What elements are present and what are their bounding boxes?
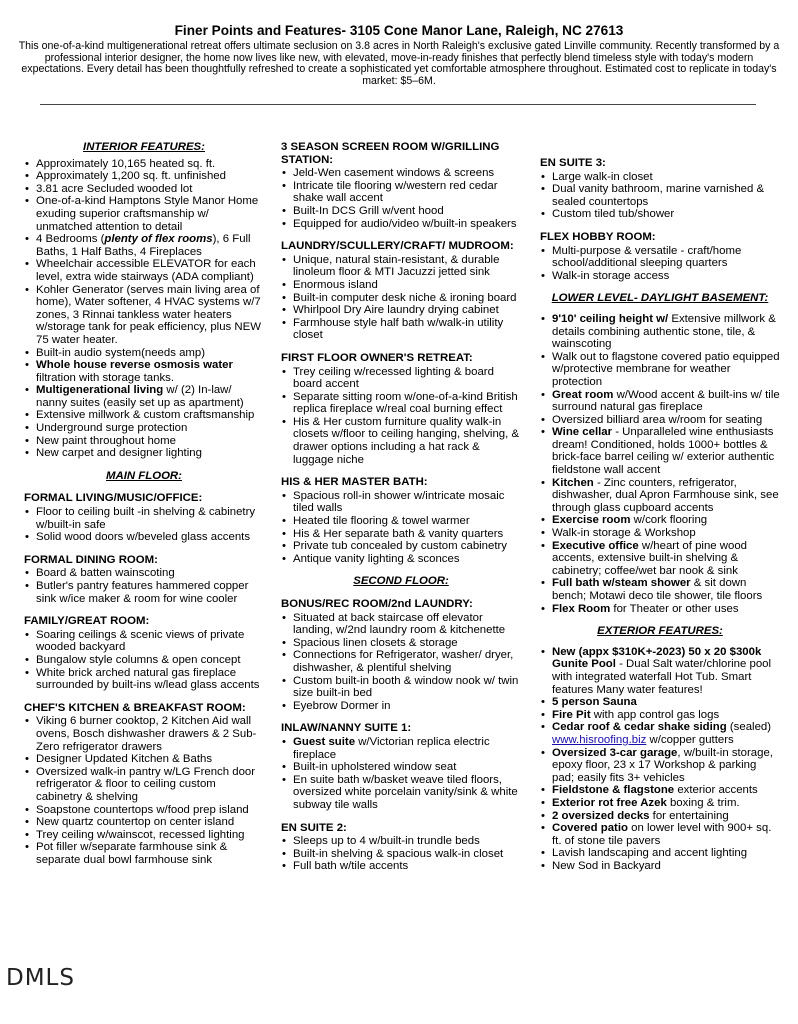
section-heading: FORMAL LIVING/MUSIC/OFFICE:: [24, 492, 203, 505]
list-item: [24, 841, 264, 866]
item-text: Private tub concealed by custom cabinetry: [293, 540, 508, 553]
list-item: [24, 531, 264, 544]
section-heading: LAUNDRY/SCULLERY/CRAFT/ MUDROOM:: [281, 240, 514, 253]
item-text: Connections for Refrigerator, washer/ dryer, dishwasher, & plentiful shelving: [293, 649, 514, 674]
list-item: [281, 637, 521, 650]
list-item: [540, 270, 780, 283]
list-item: [540, 183, 780, 208]
feature-list: [281, 167, 521, 230]
item-text: Situated at back staircase off elevator landing, w/2nd laundry room & kitchenette: [293, 611, 506, 637]
item-text: 3.81 acre Secluded wooded lot: [36, 182, 193, 195]
feature-list: [281, 254, 521, 342]
item-text: New Sod in Backyard: [552, 859, 661, 872]
section-heading: BONUS/REC ROOM/2nd LAUNDRY:: [281, 598, 473, 610]
list-item: [281, 292, 521, 305]
list-item: [281, 317, 521, 342]
item-text: Designer Updated Kitchen & Baths: [36, 753, 213, 766]
feature-list: [540, 313, 780, 615]
item-text: Walk out to flagstone covered patio equipped w/protective membrane for weather protection: [552, 350, 780, 388]
list-item: [540, 245, 780, 270]
list-item: [24, 384, 264, 409]
feature-list: [281, 366, 521, 467]
item-text: Underground surge protection: [36, 422, 188, 435]
item-text: Separate sitting room w/one-of-a-kind British replica fireplace w/real coal burning effect: [293, 390, 518, 416]
feature-list: [540, 245, 780, 283]
feature-list: [281, 736, 521, 812]
feature-list: [24, 506, 264, 544]
feature-list: [24, 567, 264, 605]
section-heading: EN SUITE 3:: [540, 157, 606, 169]
list-item: [540, 696, 780, 709]
list-item: [540, 171, 780, 184]
list-item: [24, 347, 264, 360]
list-item: [24, 170, 264, 183]
section-heading: FAMILY/GREAT ROOM:: [24, 615, 150, 628]
feature-section: [281, 722, 521, 811]
feature-section: [281, 822, 521, 873]
item-rest: w/cork flooring: [630, 514, 708, 527]
item-text: Built-in computer desk niche & ironing board: [293, 291, 517, 304]
item-text: Built-in shelving & spacious walk-in closet: [293, 847, 504, 860]
feature-section: [281, 352, 521, 466]
feature-section: [24, 470, 264, 483]
item-text: New paint throughout home: [36, 434, 176, 447]
list-item: [24, 766, 264, 804]
item-text: Eyebrow Dormer in: [293, 699, 391, 712]
list-item: [281, 391, 521, 416]
list-item: [281, 515, 521, 528]
item-bold: 9'10' ceiling height w/: [552, 312, 669, 325]
list-item: [540, 860, 780, 873]
intro-paragraph: This one-of-a-kind multigenerational retreat offers ultimate seclusion on 3.8 acres in North Raleigh's exclusive gated Linville community. Recently transformed by a professional interior designer, the home now lives like new, with elevated, move-in-ready finishes that perfectly blend timeless style with today's modern expectations. Every detail has been thoughtfully refreshed to create a sophisticated yet comfortable atmosphere throughout. Estimated cost to replicate in today's market: $5–6M.: [18, 40, 780, 87]
item-text: Antique vanity lighting & sconces: [293, 552, 460, 565]
list-item: [24, 506, 264, 531]
item-rest: boxing & trim.: [666, 796, 740, 809]
item-text: Oversized walk-in pantry w/LG French door refrigerator & floor to ceiling custom cabinetry & shelving: [36, 765, 256, 803]
list-item: [24, 447, 264, 460]
item-tail: w/copper gutters: [646, 733, 734, 746]
roofing-link[interactable]: www.hisroofing.biz: [552, 733, 647, 746]
list-item: [540, 426, 780, 476]
list-item: [24, 195, 264, 233]
item-text: New carpet and designer lighting: [36, 447, 202, 460]
list-item: [540, 351, 780, 389]
list-item: [281, 848, 521, 861]
list-item: [540, 709, 780, 722]
column-2: [281, 141, 521, 883]
item-text: Walk-in storage access: [552, 269, 670, 282]
item-text: Soaring ceilings & scenic views of private wooded backyard: [36, 628, 245, 654]
list-item: [24, 654, 264, 667]
list-item: [540, 784, 780, 797]
list-item: [281, 761, 521, 774]
logo-text: DMLS: [6, 965, 75, 991]
item-bold: Exterior rot free Azek: [552, 796, 667, 809]
feature-list: [281, 490, 521, 566]
item-rest: - Zinc counters, refrigerator, dishwasher, dual Apron Farmhouse sink, see through glass cupboard accents: [552, 476, 779, 514]
item-bold: Covered patio: [552, 822, 628, 835]
feature-list: [281, 835, 521, 873]
list-item: [281, 416, 521, 466]
item-text: Approximately 10,165 heated sq. ft.: [36, 157, 216, 170]
list-item: [540, 646, 780, 696]
list-item: [281, 736, 521, 761]
item-text: Wheelchair accessible ELEVATOR for each level, extra wide stairways (ADA compliant): [36, 258, 256, 283]
list-item: [24, 715, 264, 753]
item-rest: - Dual Salt water/chlorine pool with integrated waterfall Hot Tub. Smart features Many water features!: [552, 658, 772, 696]
item-text: Pot filler w/separate farmhouse sink & separate dual bowl farmhouse sink: [36, 841, 228, 866]
feature-section: [281, 141, 521, 230]
section-heading: MAIN FLOOR:: [106, 469, 182, 482]
item-text: Equipped for audio/video w/built-in speakers: [293, 217, 517, 230]
item-bold: 2 oversized decks: [552, 809, 650, 822]
item-text: Trey ceiling w/wainscot, recessed lighting: [36, 828, 245, 841]
item-rest: with app control gas logs: [590, 708, 720, 721]
item-text: His & Her separate bath & vanity quarters: [293, 527, 504, 540]
item-rest: on lower level with 900+ sq. ft. of stone tile pavers: [552, 822, 772, 847]
item-text: Extensive millwork & custom craftsmanship: [36, 409, 255, 422]
item-text: Unique, natural stain-resistant, & durable linoleum floor & MTI Jacuzzi jetted sink: [293, 253, 500, 279]
item-text: Floor to ceiling built -in shelving & cabinetry w/built-in safe: [36, 506, 256, 531]
section-heading: LOWER LEVEL- DAYLIGHT BASEMENT:: [551, 292, 769, 305]
list-item: [540, 414, 780, 427]
list-item: [24, 829, 264, 842]
item-text: Farmhouse style half bath w/walk-in utility closet: [293, 316, 504, 342]
item-text: Trey ceiling w/recessed lighting & board board accent: [293, 365, 494, 391]
item-text: 4 Bedrooms (: [36, 233, 105, 246]
list-item: [24, 816, 264, 829]
item-text: Walk-in storage & Workshop: [552, 527, 696, 540]
list-item: [281, 490, 521, 515]
list-item: [24, 409, 264, 422]
column-3: [540, 157, 780, 882]
item-bold: Guest suite: [293, 735, 356, 748]
item-bold: 5 person Sauna: [552, 696, 637, 709]
item-bold: Executive office: [552, 539, 639, 552]
column-1: [24, 141, 264, 876]
item-rest: exterior accents: [674, 784, 758, 797]
list-item: [281, 366, 521, 391]
feature-section: [540, 292, 780, 615]
feature-section: [540, 625, 780, 872]
item-text: Built-in audio system(needs amp): [36, 346, 206, 359]
list-item: [540, 527, 780, 540]
item-bold: Exercise room: [552, 514, 631, 527]
item-text: His & Her custom furniture quality walk-in closets w/floor to ceiling hanging, shelving, & drawer options including a hat rack & luggage niche: [293, 415, 520, 466]
list-item: [540, 540, 780, 578]
list-item: [281, 835, 521, 848]
item-text: Built-In DCS Grill w/vent hood: [293, 204, 444, 217]
list-item: [540, 747, 780, 785]
list-item: [24, 258, 264, 283]
list-item: [540, 577, 780, 602]
item-text: Solid wood doors w/beveled glass accents: [36, 531, 251, 544]
item-text: Approximately 1,200 sq. ft. unfinished: [36, 170, 226, 183]
item-text: Jeld-Wen casement windows & screens: [293, 167, 495, 180]
feature-section: [24, 615, 264, 692]
item-text: Board & batten wainscoting: [36, 567, 175, 580]
item-emphasis: plenty of flex rooms: [104, 233, 213, 246]
item-text: Viking 6 burner cooktop, 2 Kitchen Aid wall ovens, Bosch dishwasher drawers & 2 Sub-Zero refrigerator drawers: [36, 715, 257, 753]
list-item: [540, 847, 780, 860]
item-bold: Multigenerational living: [36, 384, 164, 397]
item-rest: w/ (2) In-law/ nanny suites (easily set up as apartment): [36, 384, 244, 409]
list-item: [24, 580, 264, 605]
divider: [40, 104, 756, 105]
item-text: Sleeps up to 4 w/built-in trundle beds: [293, 835, 480, 848]
item-bold: Cedar roof & cedar shake siding: [552, 721, 727, 734]
list-item: [540, 389, 780, 414]
section-heading: INLAW/NANNY SUITE 1:: [281, 722, 412, 735]
list-item: [24, 183, 264, 196]
item-bold: Wine cellar: [552, 426, 613, 439]
item-rest: w/Victorian replica electric fireplace: [293, 735, 490, 761]
item-text: Kohler Generator (serves main living area of home), Water softener, 4 HVAC systems w/7 zones, 3 Rinnai tankless water heaters w/storage tank for peak efficiency, plus NEW 75 water heater.: [36, 283, 261, 346]
item-bold: Flex Room: [552, 602, 611, 615]
item-text: Bungalow style columns & open concept: [36, 653, 241, 666]
list-item: [281, 167, 521, 180]
section-heading: FLEX HOBBY ROOM:: [540, 230, 656, 243]
list-item: [281, 860, 521, 873]
item-text: New quartz countertop on center island: [36, 816, 235, 829]
item-bold: Kitchen: [552, 476, 594, 489]
feature-section: [24, 492, 264, 543]
list-item: [540, 603, 780, 616]
feature-section: [540, 157, 780, 221]
item-text: Multi-purpose & versatile - craft/home school/additional sleeping quarters: [552, 244, 742, 270]
list-item: [24, 435, 264, 448]
section-heading: FORMAL DINING ROOM:: [24, 553, 158, 566]
item-rest: & sit down bench; Motawi deco tile shower, tile floors: [552, 577, 763, 602]
list-item: [281, 205, 521, 218]
list-item: [24, 753, 264, 766]
section-heading: EXTERIOR FEATURES:: [597, 625, 723, 638]
list-item: [281, 553, 521, 566]
list-item: [281, 254, 521, 279]
item-bold: New (appx $310K+-2023) 50 x 20 $300k Gunite Pool: [552, 645, 762, 671]
list-item: [540, 514, 780, 527]
list-item: [281, 612, 521, 637]
feature-list: [540, 646, 780, 873]
list-item: [281, 279, 521, 292]
item-rest: , w/built-in storage, epoxy floor, 23 x 17 Workshop & parking pad; easily fits 3+ vehicles: [552, 746, 773, 784]
item-bold: Great room: [552, 388, 614, 401]
item-text: Spacious linen closets & storage: [293, 636, 458, 649]
item-text: Custom built-in booth & window nook w/ twin size built-in bed: [293, 674, 519, 700]
list-item: [281, 304, 521, 317]
feature-section: [281, 240, 521, 342]
item-bold: Full bath w/steam shower: [552, 577, 691, 590]
list-item: [24, 359, 264, 384]
feature-list: [24, 158, 264, 460]
list-item: [24, 804, 264, 817]
list-item: [540, 721, 780, 746]
list-item: [540, 208, 780, 221]
feature-section: [24, 554, 264, 605]
item-text: Soapstone countertops w/food prep island: [36, 803, 249, 816]
list-item: [281, 528, 521, 541]
list-item: [540, 477, 780, 515]
item-bold: Whole house reverse osmosis water: [36, 359, 233, 372]
item-bold: Fieldstone & flagstone: [552, 784, 675, 797]
feature-list: [24, 629, 264, 692]
list-item: [540, 822, 780, 847]
section-heading: HIS & HER MASTER BATH:: [281, 476, 428, 489]
item-text: Spacious roll-in shower w/intricate mosaic tiled walls: [293, 489, 505, 515]
item-bold: Oversized 3-car garage: [552, 746, 678, 759]
item-rest: w/Wood accent & built-ins w/ tile surround natural gas fireplace: [552, 388, 780, 414]
item-text: Whirlpool Dry Aire laundry drying cabinet: [293, 304, 499, 317]
list-item: [24, 667, 264, 692]
item-text: Intricate tile flooring w/western red cedar shake wall accent: [293, 179, 498, 205]
section-heading: FIRST FLOOR OWNER'S RETREAT:: [281, 351, 473, 364]
item-rest: ), 6 Full Baths, 1 Half Baths, 4 Fireplaces: [36, 233, 251, 258]
page-title: Finer Points and Features- 3105 Cone Manor Lane, Raleigh, NC 27613: [174, 23, 624, 38]
item-text: En suite bath w/basket weave tiled floors, oversized white porcelain vanity/sink & white subway tile walls: [293, 773, 518, 811]
list-item: [281, 649, 521, 674]
feature-section: [281, 575, 521, 588]
list-item: [540, 313, 780, 351]
feature-section: [281, 598, 521, 712]
item-rest: (sealed): [726, 721, 772, 734]
list-item: [24, 158, 264, 171]
list-item: [24, 422, 264, 435]
item-rest: - Unparalleled wine enthusiasts dream! Conditioned, holds 1000+ bottles & brick-face barrel ceiling w/ exterior authentic fieldstone wall accent: [552, 426, 775, 477]
section-heading: INTERIOR FEATURES:: [83, 141, 205, 153]
feature-list: [24, 715, 264, 866]
section-heading: EN SUITE 2:: [281, 821, 347, 834]
list-item: [281, 218, 521, 231]
item-rest: for entertaining: [649, 809, 729, 822]
list-item: [540, 810, 780, 823]
feature-list: [281, 612, 521, 713]
list-item: [540, 797, 780, 810]
list-item: [281, 675, 521, 700]
item-text: Oversized billiard area w/room for seating: [552, 413, 763, 426]
section-heading: 3 SEASON SCREEN ROOM W/GRILLING STATION:: [281, 141, 500, 166]
feature-section: [24, 702, 264, 867]
feature-list: [540, 171, 780, 221]
list-item: [24, 567, 264, 580]
item-rest: filtration with storage tanks.: [36, 371, 175, 384]
list-item: [281, 180, 521, 205]
list-item: [281, 774, 521, 812]
item-text: Custom tiled tub/shower: [552, 208, 675, 221]
dmls-logo: [6, 965, 75, 991]
list-item: [281, 540, 521, 553]
item-text: Built-in upholstered window seat: [293, 761, 457, 774]
feature-section: [24, 141, 264, 460]
list-item: [24, 284, 264, 347]
feature-section: [540, 231, 780, 282]
item-text: Dual vanity bathroom, marine varnished & sealed countertops: [552, 183, 765, 208]
item-text: Enormous island: [293, 278, 378, 291]
item-bold: Fire Pit: [552, 708, 591, 721]
item-text: Heated tile flooring & towel warmer: [293, 515, 470, 528]
item-text: One-of-a-kind Hamptons Style Manor Home exuding superior craftsmanship w/ unmatched attention to detail: [36, 195, 259, 233]
item-text: White brick arched natural gas fireplace surrounded by built-ins w/lead glass accents: [36, 666, 260, 692]
item-rest: for Theater or other uses: [610, 602, 739, 615]
item-text: Butler's pantry features hammered copper sink w/ice maker & room for wine cooler: [36, 580, 249, 605]
item-text: Full bath w/tile accents: [293, 860, 409, 873]
feature-section: [281, 476, 521, 565]
item-rest: w/heart of pine wood accents, extensive built-in shelving & cabinetry; coffee/wet bar nook & sink: [552, 539, 748, 577]
list-item: [281, 700, 521, 713]
list-item: [24, 629, 264, 654]
item-text: Large walk-in closet: [552, 170, 653, 183]
section-heading: CHEF'S KITCHEN & BREAKFAST ROOM:: [24, 701, 246, 714]
item-text: Lavish landscaping and accent lighting: [552, 847, 748, 860]
section-heading: SECOND FLOOR:: [353, 575, 449, 588]
list-item: [24, 233, 264, 258]
item-rest: Extensive millwork & details combining authentic stone, tile, & wainscoting: [552, 312, 776, 351]
